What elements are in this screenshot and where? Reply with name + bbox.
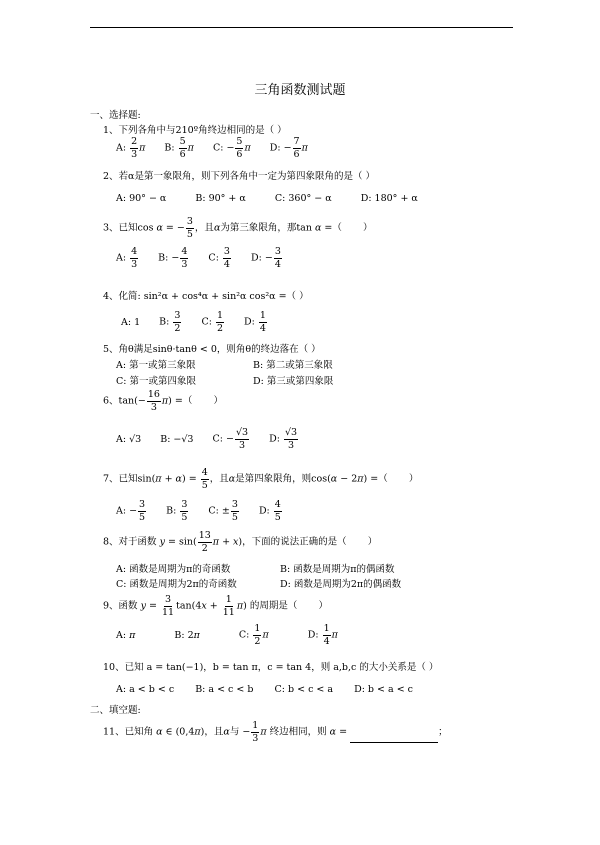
option-d: D: − $\frac{7}{6}$ π xyxy=(269,136,308,160)
option-b: B: 2π xyxy=(174,629,200,641)
option-d: D: 180° + α xyxy=(360,193,418,204)
question-5-option-a: A: 第一或第三象限 xyxy=(116,360,196,371)
option-d: D: b < a < c xyxy=(354,684,413,695)
option-a: A: $\frac{4}{3}$ xyxy=(116,246,138,270)
question-7-stem: 7、已知sin(π + α) = $\frac{4}{5}$ ，且α是第四象限角，则cos(α − 2π) =（ ） xyxy=(103,467,419,491)
option-d: D: $\frac{4}{5}$ xyxy=(258,499,281,523)
section-choice-heading: 一、选择题: xyxy=(90,110,141,121)
option-b: B: 90° + α xyxy=(195,193,246,204)
option-c: C: $\frac{1}{2}$ xyxy=(201,310,223,334)
answer-blank[interactable] xyxy=(350,732,438,743)
option-d: D: − $\frac{3}{4}$ xyxy=(251,246,281,270)
question-5-option-c: C: 第一或第四象限 xyxy=(116,376,196,387)
question-8-option-b: B: 函数是周期为π的偶函数 xyxy=(280,564,395,575)
question-6-options xyxy=(116,428,315,450)
option-b: B: $\frac{3}{2}$ xyxy=(159,310,181,334)
question-11-tail: ； xyxy=(438,726,448,738)
question-8-option-d: D: 函数是周期为2π的偶函数 xyxy=(280,579,402,590)
option-d: D: $\frac{1}{4}$ π xyxy=(307,623,338,647)
question-6-stem: 6、tan(− $\frac{16}{3}$ π) =（ ） xyxy=(103,389,223,413)
option-a: A: − $\frac{3}{5}$ xyxy=(116,499,146,523)
option-a: A: 90° − α xyxy=(116,193,167,204)
question-9-options xyxy=(116,624,354,646)
option-c: C: − $\frac{5}{6}$ π xyxy=(212,136,251,160)
question-4-stem: 4、化简: sin²α + cos⁴α + sin²α cos²α =（ ） xyxy=(103,291,309,302)
question-7-options xyxy=(116,500,299,522)
question-8-option-c: C: 函数是周期为2π的奇函数 xyxy=(116,579,237,590)
section-fill-heading: 二、填空题: xyxy=(90,705,141,716)
option-c: C: ± $\frac{3}{5}$ xyxy=(208,499,238,523)
question-10-stem: 10、已知 a = tan(−1)，b = tan π，c = tan 4，则 a,b,c 的大小关系是（ ） xyxy=(103,662,439,673)
option-c: C: $\frac{1}{2}$ π xyxy=(238,623,269,647)
question-2-options xyxy=(116,193,434,204)
question-9-stem: 9、函数 y = $\frac{3}{11}$ tan(4x + $\frac{1}{11}$ π) 的周期是（ ） xyxy=(103,594,328,618)
question-2-stem: 2、若α是第一象限角，则下列各角中一定为第四象限角的是（ ） xyxy=(103,171,375,182)
page-title: 三角函数测试题 xyxy=(254,83,346,98)
option-a: A: 1 xyxy=(121,316,141,328)
option-a: A: $\frac{2}{3}$ π xyxy=(116,136,146,160)
question-1-stem: 1、下列各角中与210º角终边相同的是（ ） xyxy=(103,125,287,136)
option-b: B: $\frac{5}{6}$ π xyxy=(164,136,194,160)
question-1-options xyxy=(116,137,324,159)
option-a: A: √3 xyxy=(116,433,142,445)
question-5-option-d: D: 第三或第四象限 xyxy=(253,376,334,387)
option-c: C: − $\frac{√3}{3}$ xyxy=(212,427,249,451)
option-a: A: π xyxy=(116,629,136,641)
option-b: B: a < c < b xyxy=(195,684,254,695)
question-11-stem: 11、已知角 α ∈ (0,4π)，且α与 − $\frac{1}{3}$ π 终边相同，则 α = ； xyxy=(103,720,448,744)
option-b: B: − $\frac{4}{3}$ xyxy=(158,246,188,270)
option-b: B: −√3 xyxy=(160,433,194,445)
question-10-options xyxy=(116,684,429,695)
question-5-option-b: B: 第二或第三象限 xyxy=(253,360,333,371)
option-c: C: 360° − α xyxy=(274,193,332,204)
question-5-stem: 5、角θ满足sinθ·tanθ < 0，则角θ的终边落在（ ） xyxy=(103,344,321,355)
option-d: D: $\frac{1}{4}$ xyxy=(244,310,266,334)
question-4-options xyxy=(121,311,284,333)
question-3-options xyxy=(116,247,299,269)
option-c: C: $\frac{3}{4}$ xyxy=(208,246,230,270)
option-d: D: $\frac{√3}{3}$ xyxy=(269,427,298,451)
question-8-option-a: A: 函数是周期为π的奇函数 xyxy=(116,564,231,575)
question-8-stem: 8、对于函数 y = sin( $\frac{13}{2}$ π + x)，下面的说法正确的是（ ） xyxy=(103,530,378,554)
option-c: C: b < c < a xyxy=(274,684,334,695)
question-3-stem: 3、已知cos α = − $\frac{3}{5}$ ，且α为第三象限角，那tan α =（ ） xyxy=(103,216,373,240)
top-rule xyxy=(90,27,513,28)
option-b: B: $\frac{3}{5}$ xyxy=(166,499,188,523)
option-a: A: a < b < c xyxy=(116,684,175,695)
